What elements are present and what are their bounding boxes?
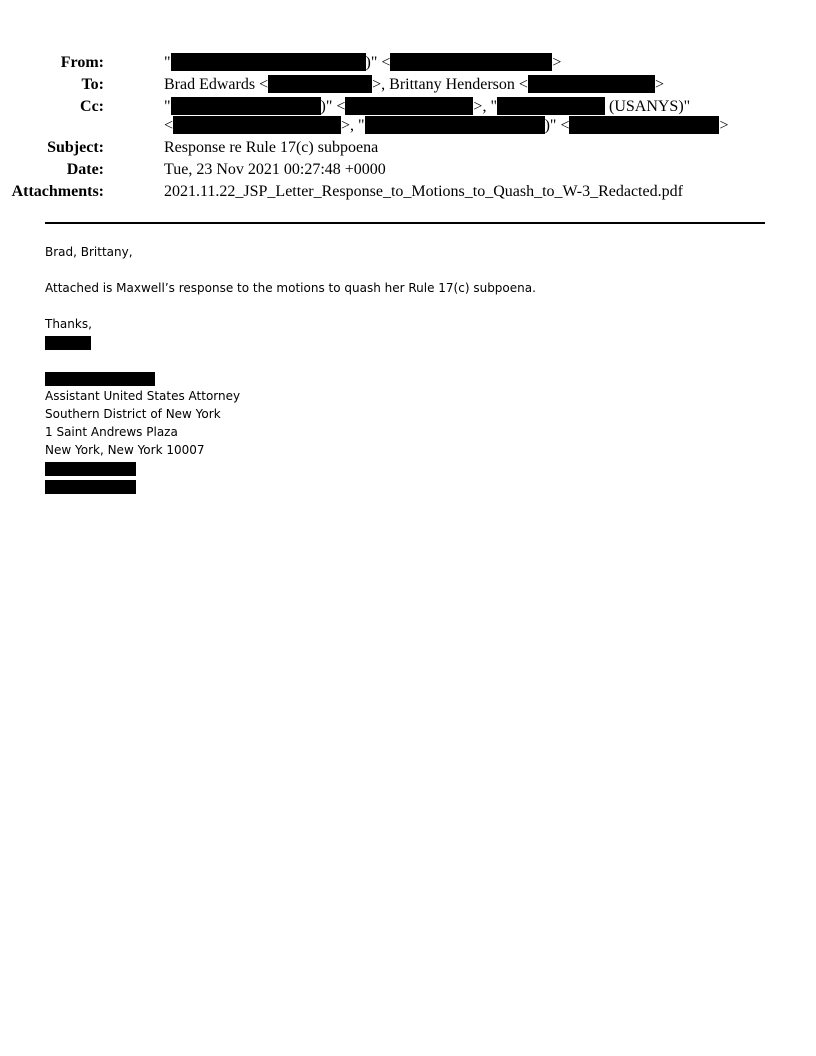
- date-value: Tue, 23 Nov 2021 00:27:48 +0000: [164, 161, 386, 178]
- redaction: [569, 116, 719, 134]
- cc-value: " )" < >, " (USANYS)": [164, 98, 691, 115]
- to-label: To:: [81, 76, 104, 93]
- greeting: Brad, Brittany,: [45, 245, 133, 259]
- redaction: [497, 97, 605, 115]
- from-value: " )" < >: [164, 54, 562, 71]
- redaction: [45, 336, 91, 350]
- redaction: [45, 480, 136, 494]
- cc-usanys: (USANYS): [608, 98, 684, 115]
- redaction: [45, 462, 136, 476]
- message-text: Attached is Maxwell’s response to the motions to quash her Rule 17(c) subpoena.: [45, 281, 536, 295]
- redaction: [171, 97, 321, 115]
- from-label: From:: [60, 54, 104, 71]
- redaction: [173, 116, 341, 134]
- redaction: [268, 75, 372, 93]
- subject-label: Subject:: [47, 139, 104, 156]
- redaction: [528, 75, 655, 93]
- date-label: Date:: [66, 161, 104, 178]
- attachment-filename[interactable]: 2021.11.22_JSP_Letter_Response_to_Motions_to_Quash_to_W-3_Redacted.pdf: [164, 183, 683, 200]
- subject-value: Response re Rule 17(c) subpoena: [164, 139, 379, 156]
- to-recipient-name: Brad Edwards: [164, 76, 256, 93]
- signature-street: 1 Saint Andrews Plaza: [45, 425, 178, 439]
- redaction: [45, 372, 155, 386]
- redaction: [171, 53, 366, 71]
- cc-value-continued: < >, " )" < >: [164, 117, 729, 134]
- signature-city: New York, New York 10007: [45, 443, 205, 457]
- signature-office: Southern District of New York: [45, 407, 221, 421]
- cc-label: Cc:: [80, 98, 104, 115]
- redaction: [390, 53, 552, 71]
- to-value: Brad Edwards < >, Brittany Henderson < >: [164, 76, 664, 93]
- closing: Thanks,: [45, 317, 92, 331]
- header-divider: [45, 222, 765, 224]
- redaction: [345, 97, 473, 115]
- to-recipient-name: Brittany Henderson: [389, 76, 515, 93]
- signature-title: Assistant United States Attorney: [45, 389, 241, 403]
- redaction: [365, 116, 545, 134]
- attachments-label: Attachments:: [11, 183, 104, 200]
